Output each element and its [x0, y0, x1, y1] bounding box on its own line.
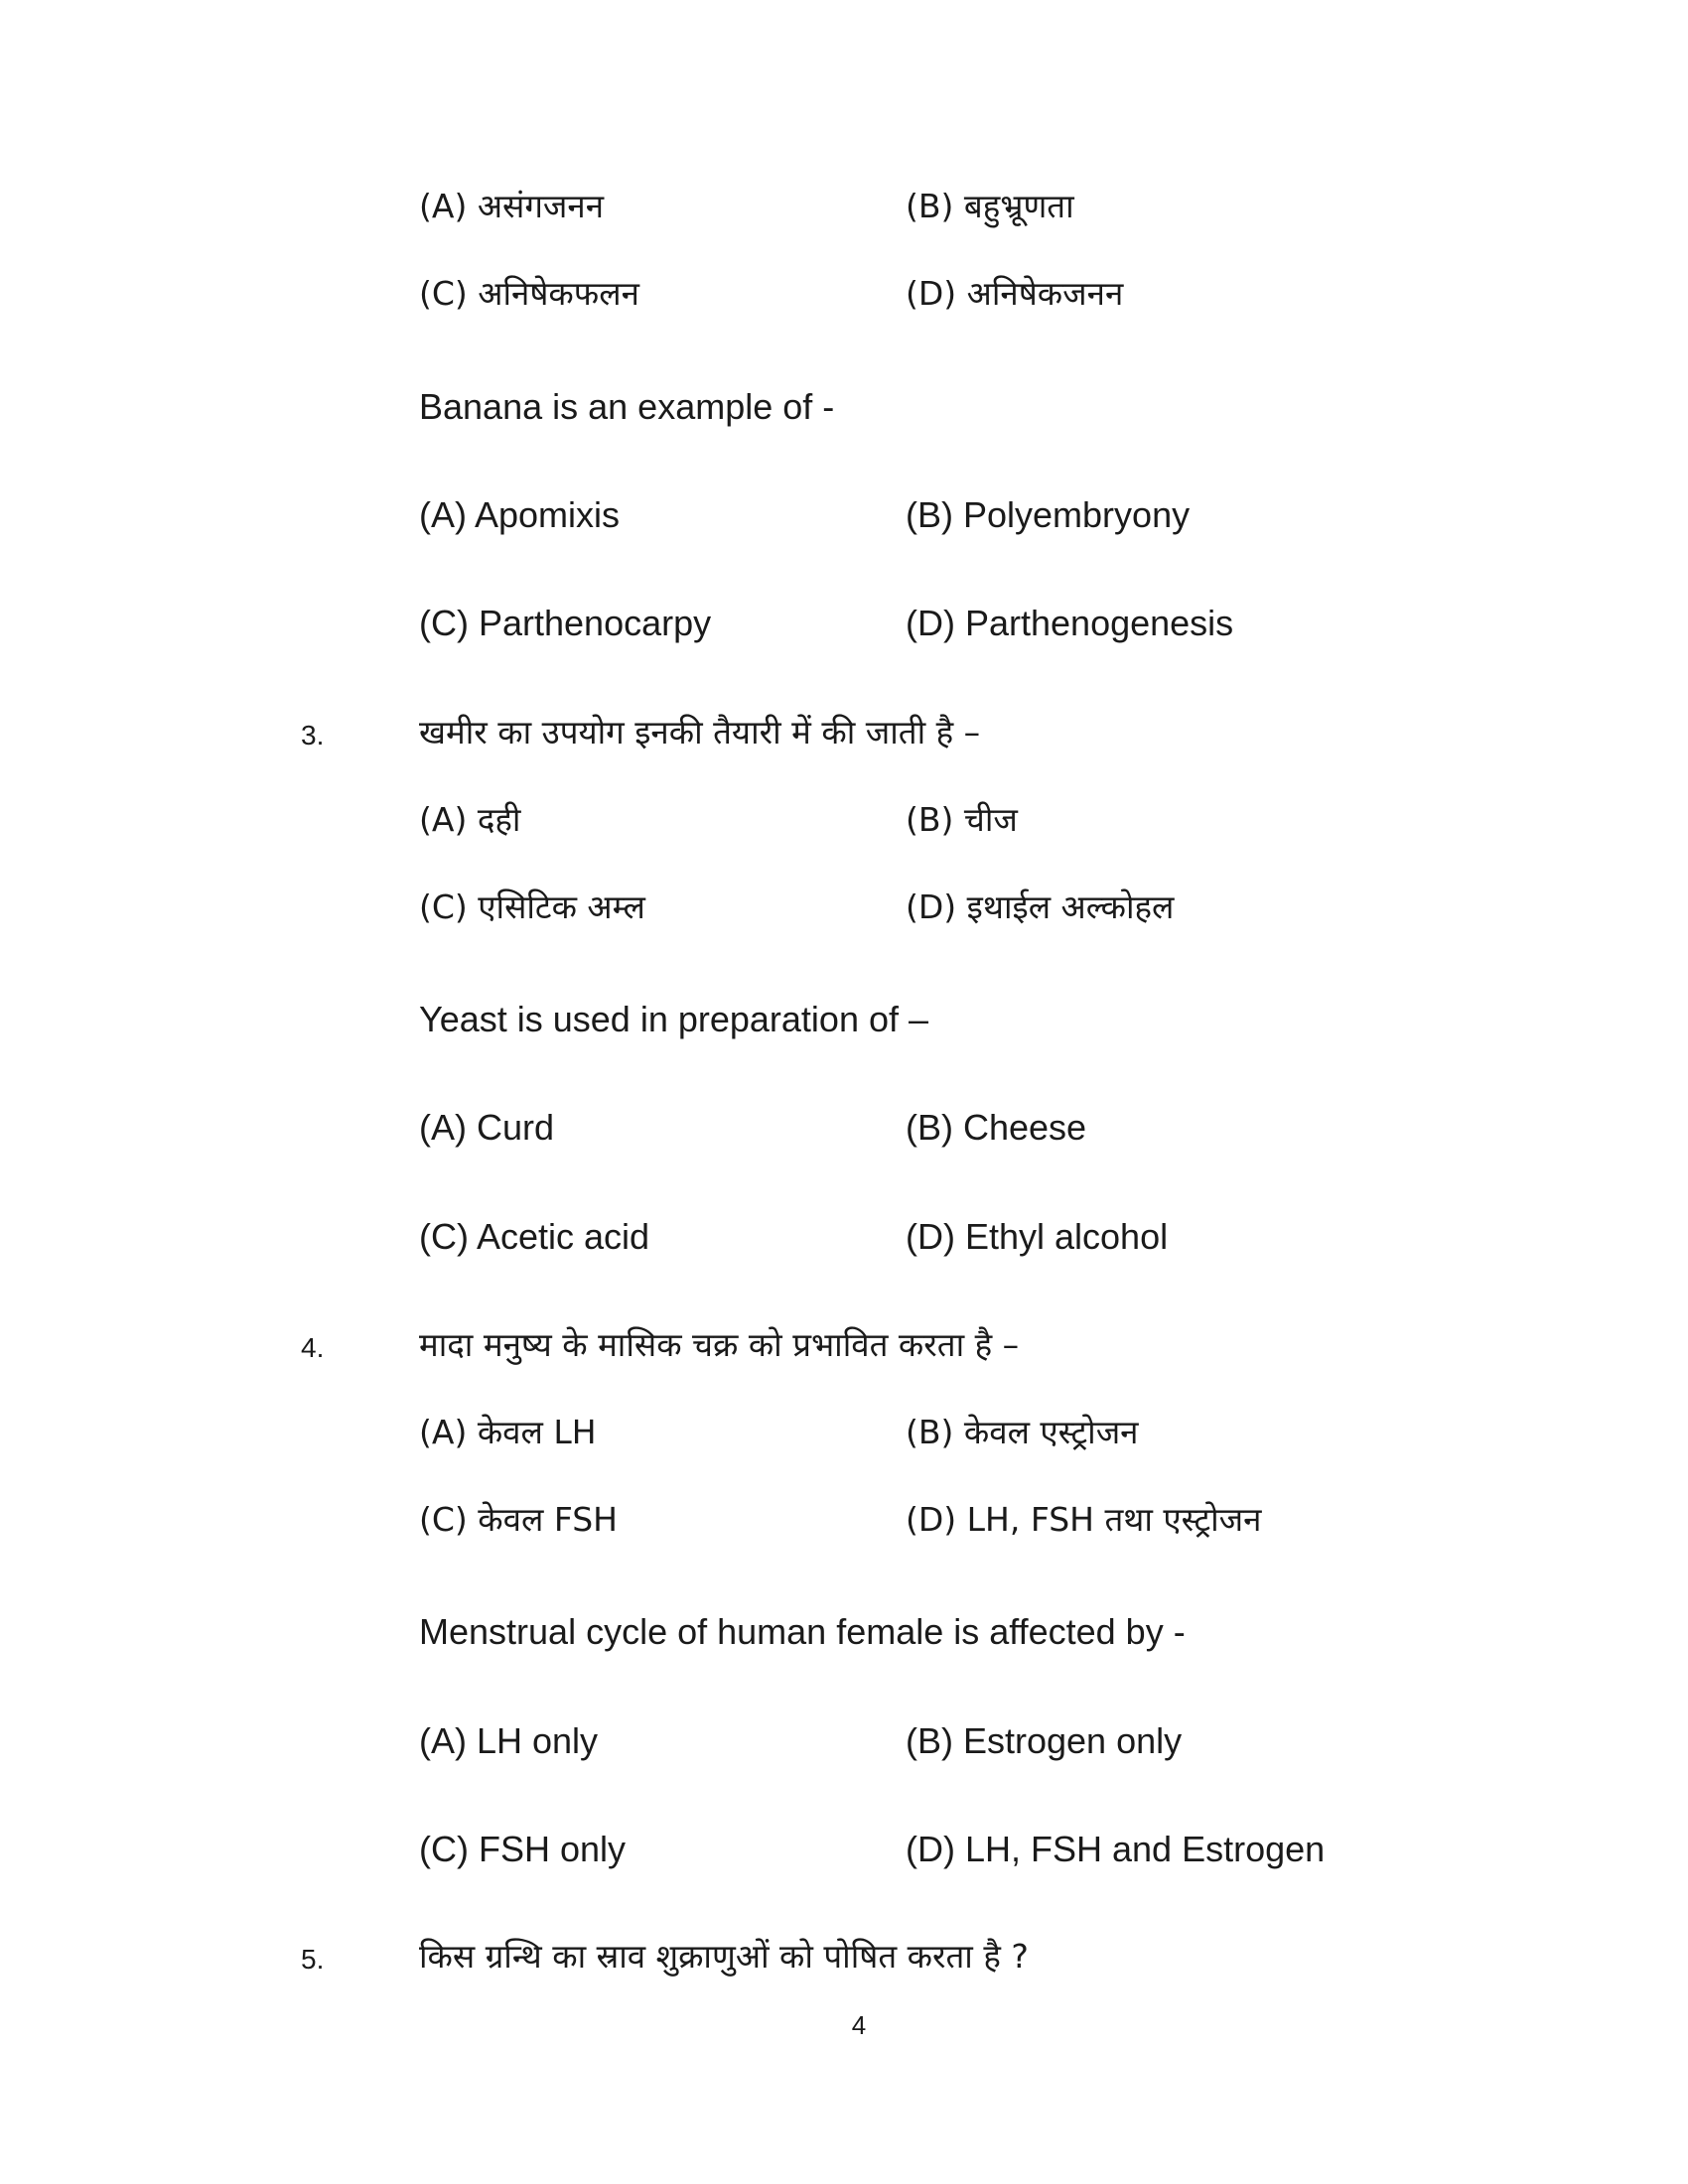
q3-en-option-a: (A) Curd	[419, 1107, 555, 1148]
q2-en-option-b: (B) Polyembryony	[906, 494, 1191, 535]
q4-hi-question: मादा मनुष्य के मासिक चक्र को प्रभावित करता है –	[419, 1325, 1020, 1364]
q3-hi-question: खमीर का उपयोग इनकी तैयारी में की जाती है –	[419, 713, 981, 751]
q3-hi-option-b: (B) चीज	[906, 800, 1018, 839]
q3-en-option-d: (D) Ethyl alcohol	[906, 1216, 1169, 1257]
q4-en-option-d: (D) LH, FSH and Estrogen	[906, 1829, 1326, 1869]
q2-hi-option-b: (B) बहुभ्रूणता	[906, 187, 1074, 225]
q4-number: 4.	[301, 1332, 325, 1363]
q3-en-option-b: (B) Cheese	[906, 1107, 1087, 1148]
q5-hi-question: किस ग्रन्थि का स्राव शुक्राणुओं को पोषित करता है ?	[419, 1937, 1029, 1976]
q4-hi-option-a: (A) केवल LH	[419, 1413, 597, 1451]
q3-hi-option-a: (A) दही	[419, 800, 521, 839]
q5-number: 5.	[301, 1944, 325, 1975]
q2-hi-option-d: (D) अनिषेकजनन	[906, 274, 1124, 313]
q2-en-question: Banana is an example of -	[419, 386, 835, 427]
q4-en-question: Menstrual cycle of human female is affected by -	[419, 1611, 1186, 1652]
q3-hi-option-d: (D) इथाईल अल्कोहल	[906, 887, 1175, 926]
q4-en-option-b: (B) Estrogen only	[906, 1720, 1183, 1761]
q4-hi-option-c: (C) केवल FSH	[419, 1500, 618, 1539]
q2-en-option-d: (D) Parthenogenesis	[906, 603, 1234, 643]
q3-en-question: Yeast is used in preparation of –	[419, 999, 929, 1039]
q4-hi-option-d: (D) LH, FSH तथा एस्ट्रोजन	[906, 1500, 1262, 1539]
page-number: 4	[851, 2010, 867, 2040]
q4-hi-option-b: (B) केवल एस्ट्रोजन	[906, 1413, 1139, 1451]
q2-en-option-a: (A) Apomixis	[419, 494, 621, 535]
q4-en-option-c: (C) FSH only	[419, 1829, 627, 1869]
q2-en-option-c: (C) Parthenocarpy	[419, 603, 712, 643]
q2-hi-option-c: (C) अनिषेकफलन	[419, 274, 639, 313]
q3-hi-option-c: (C) एसिटिक अम्ल	[419, 887, 645, 926]
q3-number: 3.	[301, 720, 325, 751]
q2-hi-option-a: (A) असंगजनन	[419, 187, 605, 225]
q3-en-option-c: (C) Acetic acid	[419, 1216, 650, 1257]
q4-en-option-a: (A) LH only	[419, 1720, 599, 1761]
